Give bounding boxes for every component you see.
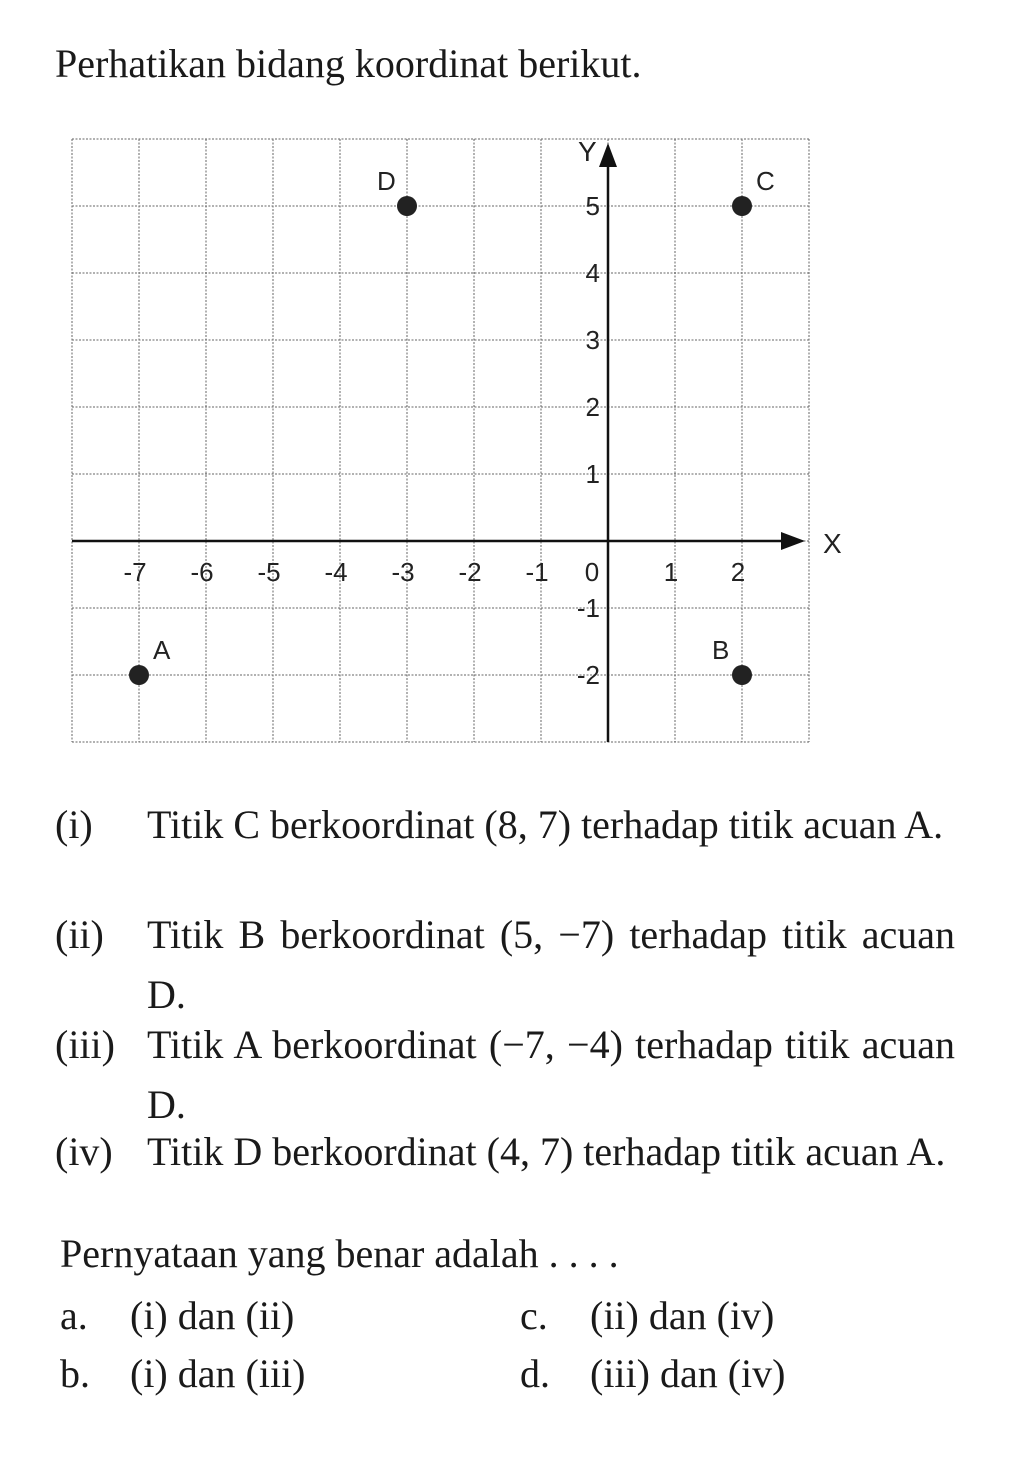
point-c-label: C (756, 166, 775, 196)
y-tick-label: 2 (585, 392, 600, 422)
option-letter: b. (60, 1351, 90, 1396)
option-d[interactable] (520, 1350, 786, 1397)
x-tick-label: -6 (190, 557, 214, 587)
question-text: Pernyataan yang benar adalah . . . . (60, 1231, 619, 1276)
y-tick-label: -1 (576, 593, 600, 623)
statement-text: Titik A berkoordinat (−7, −4) terhadap titik acuan D. (147, 1022, 955, 1127)
statement-text: Titik D berkoordinat (4, 7) terhadap titik acuan A. (147, 1129, 946, 1174)
option-letter: d. (520, 1351, 550, 1396)
option-text: (i) dan (iii) (130, 1351, 306, 1396)
option-text: (ii) dan (iv) (590, 1293, 775, 1338)
statement-text: Titik B berkoordinat (5, −7) terhadap titik acuan D. (147, 912, 955, 1017)
y-tick-label: -2 (576, 660, 600, 690)
statement-text: Titik C berkoordinat (8, 7) terhadap titik acuan A. (147, 802, 944, 847)
point-b-label: B (712, 635, 730, 665)
x-tick-label: 1 (663, 557, 679, 587)
statement-4 (55, 1122, 955, 1182)
y-tick-label: 1 (585, 459, 600, 489)
point-a-marker (129, 665, 149, 685)
option-a[interactable] (60, 1292, 294, 1339)
statement-number: (i) (55, 802, 93, 847)
statement-1 (55, 795, 955, 855)
option-c[interactable] (520, 1292, 774, 1339)
option-letter: c. (520, 1293, 548, 1338)
x-tick-label: 0 (584, 557, 600, 587)
statement-3 (55, 1015, 955, 1135)
y-axis-label: Y (578, 136, 597, 167)
x-tick-label: -2 (458, 557, 482, 587)
x-tick-label: -7 (123, 557, 147, 587)
option-b[interactable] (60, 1350, 306, 1397)
point-a-label: A (153, 635, 171, 665)
x-tick-label: -4 (324, 557, 348, 587)
point-d-label: D (377, 166, 396, 196)
y-tick-label: 3 (585, 325, 600, 355)
y-tick-label: 4 (585, 258, 600, 288)
x-tick-label: -5 (257, 557, 281, 587)
option-text: (iii) dan (iv) (590, 1351, 786, 1396)
statement-number: (iii) (55, 1022, 115, 1067)
y-tick-label: 5 (585, 191, 600, 221)
point-b-marker (732, 665, 752, 685)
option-text: (i) dan (ii) (130, 1293, 295, 1338)
statement-2 (55, 905, 955, 1025)
y-axis-arrow-icon (599, 143, 617, 167)
statement-number: (iv) (55, 1129, 113, 1174)
x-tick-label: 2 (730, 557, 746, 587)
point-c-marker (732, 196, 752, 216)
x-tick-label: -3 (391, 557, 415, 587)
statement-number: (ii) (55, 912, 104, 957)
intro-text: Perhatikan bidang koordinat berikut. (55, 41, 642, 86)
x-axis-arrow-icon (781, 532, 805, 550)
x-axis-label: X (823, 528, 842, 559)
x-tick-label: -1 (525, 557, 549, 587)
point-d-marker (397, 196, 417, 216)
option-letter: a. (60, 1293, 88, 1338)
